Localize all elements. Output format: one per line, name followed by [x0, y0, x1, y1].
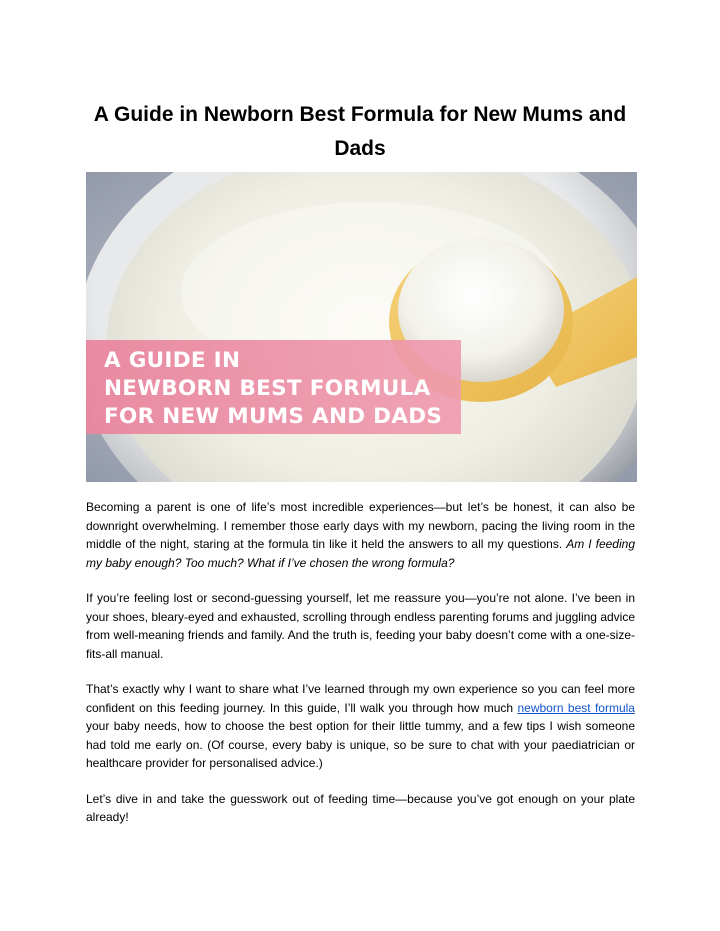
paragraph-1-italic: Am I feeding my baby enough? Too much? What if I’ve chosen the wrong formula?	[86, 537, 635, 570]
hero-banner-line-1: A GUIDE IN	[104, 348, 241, 373]
newborn-best-formula-link[interactable]: newborn best formula	[517, 700, 635, 715]
paragraph-3-after: your baby needs, how to choose the best option for their little tummy, and a few tips I wish someone had told me early on. (Of course, every baby is unique, so be sure to chat with your paediatrician or healthcare provider for personalised advice.)	[86, 719, 635, 770]
hero-banner-line-2: NEWBORN BEST FORMULA	[104, 376, 431, 401]
hero-image	[86, 172, 637, 482]
page-title: A Guide in Newborn Best Formula for New Mums and Dads	[93, 103, 627, 160]
paragraph-4: Let’s dive in and take the guesswork out of feeding time—because you’ve got enough on your plate already!	[86, 791, 635, 824]
paragraph-2: If you’re feeling lost or second-guessing yourself, let me reassure you—you’re not alone. I’ve been in your shoes, bleary-eyed and exhausted, scrolling through endless parenting forums and juggling advice from well-meaning friends and family. And the truth is, feeding your baby doesn’t come with a one-size-fits-all manual.	[86, 591, 636, 661]
paragraph-1-text: Becoming a parent is one of life’s most incredible experiences—but let’s be honest, it can also be downright overwhelming. I remember those early days with my newborn, pacing the living room in the middle of the night, staring at the formula tin like it held the answers to all my questions.	[86, 500, 635, 551]
article-body	[86, 498, 635, 844]
paragraph-3	[86, 680, 635, 773]
paragraph-3-before: That’s exactly why I want to share what I’ve learned through my own experience so you can feel more confident on this feeding journey. In this guide, I’ll walk you through how much	[86, 682, 635, 715]
hero-banner-line-3: FOR NEW MUMS AND DADS	[104, 404, 443, 429]
paragraph-1	[86, 498, 635, 572]
